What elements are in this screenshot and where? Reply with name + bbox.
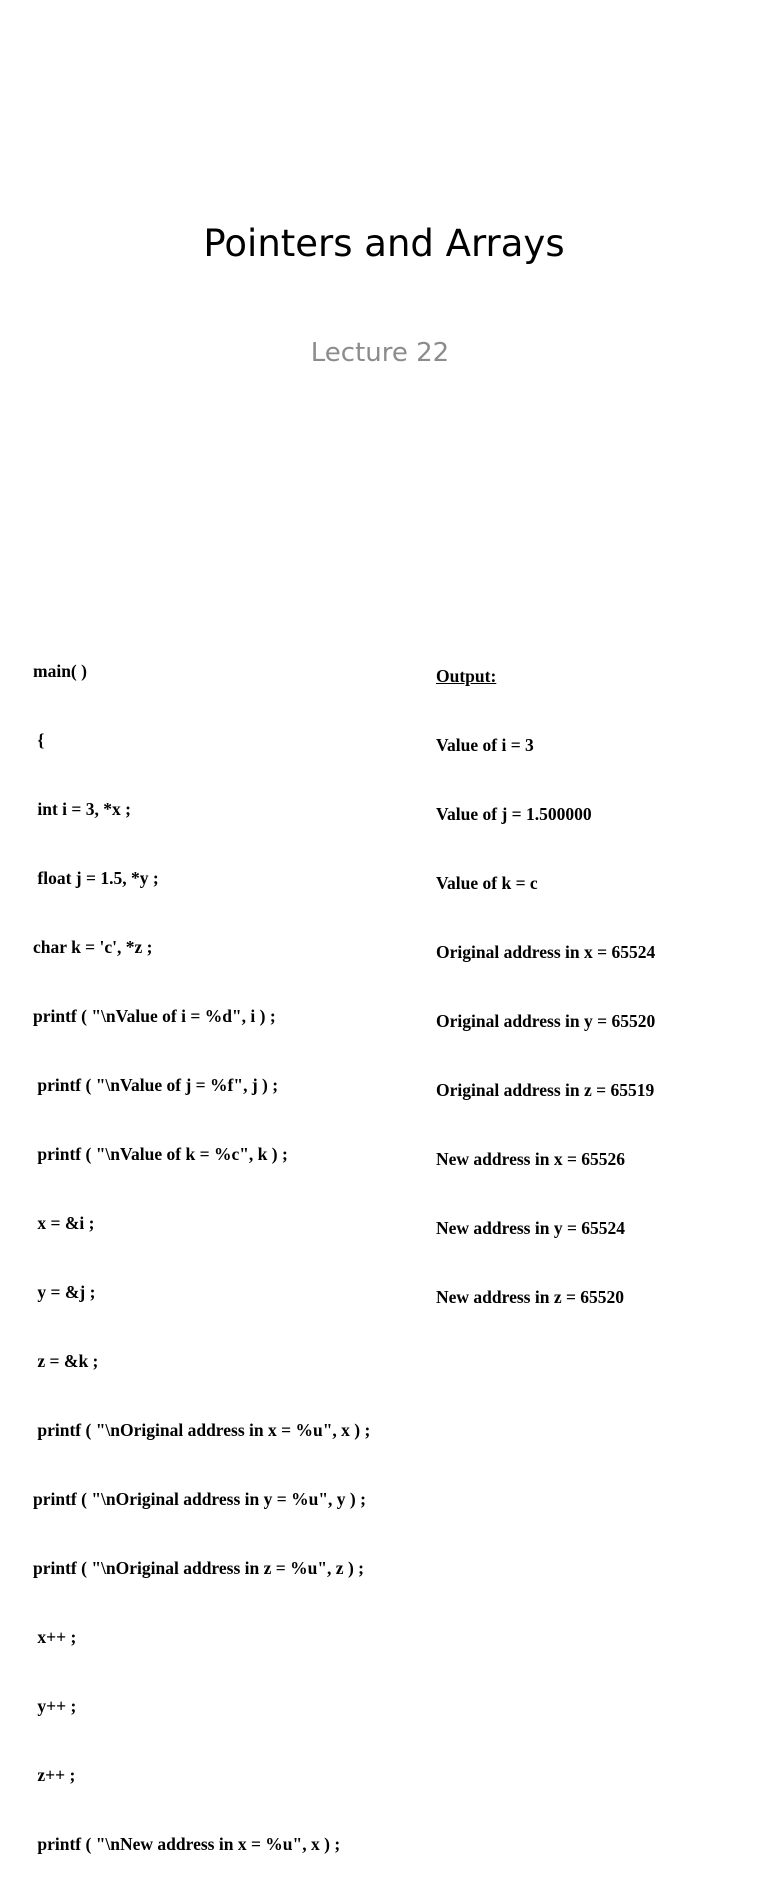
- code-line: printf ( "\nOriginal address in x = %u", x ) ;: [33, 1420, 371, 1440]
- code-slide: [0, 576, 768, 1854]
- output-heading: Output:: [436, 666, 497, 686]
- output-line: Original address in z = 65519: [436, 1080, 655, 1100]
- code-line: main( ): [33, 661, 87, 681]
- code-line: y = &j ;: [33, 1282, 96, 1302]
- code-line: printf ( "\nValue of k = %c", k ) ;: [33, 1144, 288, 1164]
- output-line: New address in y = 65524: [436, 1218, 626, 1238]
- output-line: Original address in x = 65524: [436, 942, 656, 962]
- output-line: New address in z = 65520: [436, 1287, 625, 1307]
- slide-title: Pointers and Arrays: [203, 222, 565, 265]
- output-line: Original address in y = 65520: [436, 1011, 656, 1031]
- code-line: {: [33, 730, 45, 750]
- output-line: New address in x = 65526: [436, 1149, 626, 1169]
- code-listing: [33, 614, 423, 1902]
- code-line: y++ ;: [33, 1696, 77, 1716]
- code-line: x++ ;: [33, 1627, 77, 1647]
- code-line: printf ( "\nOriginal address in y = %u", y ) ;: [33, 1489, 366, 1509]
- output-listing: [436, 619, 756, 1355]
- title-slide: [0, 0, 768, 576]
- code-line: printf ( "\nNew address in x = %u", x ) ;: [33, 1834, 341, 1854]
- code-line: printf ( "\nValue of i = %d", i ) ;: [33, 1006, 276, 1026]
- code-line: printf ( "\nOriginal address in z = %u", z ) ;: [33, 1558, 364, 1578]
- code-line: x = &i ;: [33, 1213, 95, 1233]
- code-line: char k = 'c', *z ;: [33, 937, 153, 957]
- code-line: int i = 3, *x ;: [33, 799, 131, 819]
- code-line: float j = 1.5, *y ;: [33, 868, 159, 888]
- code-line: z = &k ;: [33, 1351, 99, 1371]
- code-line: printf ( "\nValue of j = %f", j ) ;: [33, 1075, 279, 1095]
- output-line: Value of k = c: [436, 873, 538, 893]
- output-line: Value of j = 1.500000: [436, 804, 592, 824]
- output-line: Value of i = 3: [436, 735, 534, 755]
- slide-subtitle: Lecture 22: [310, 338, 450, 368]
- code-line: z++ ;: [33, 1765, 76, 1785]
